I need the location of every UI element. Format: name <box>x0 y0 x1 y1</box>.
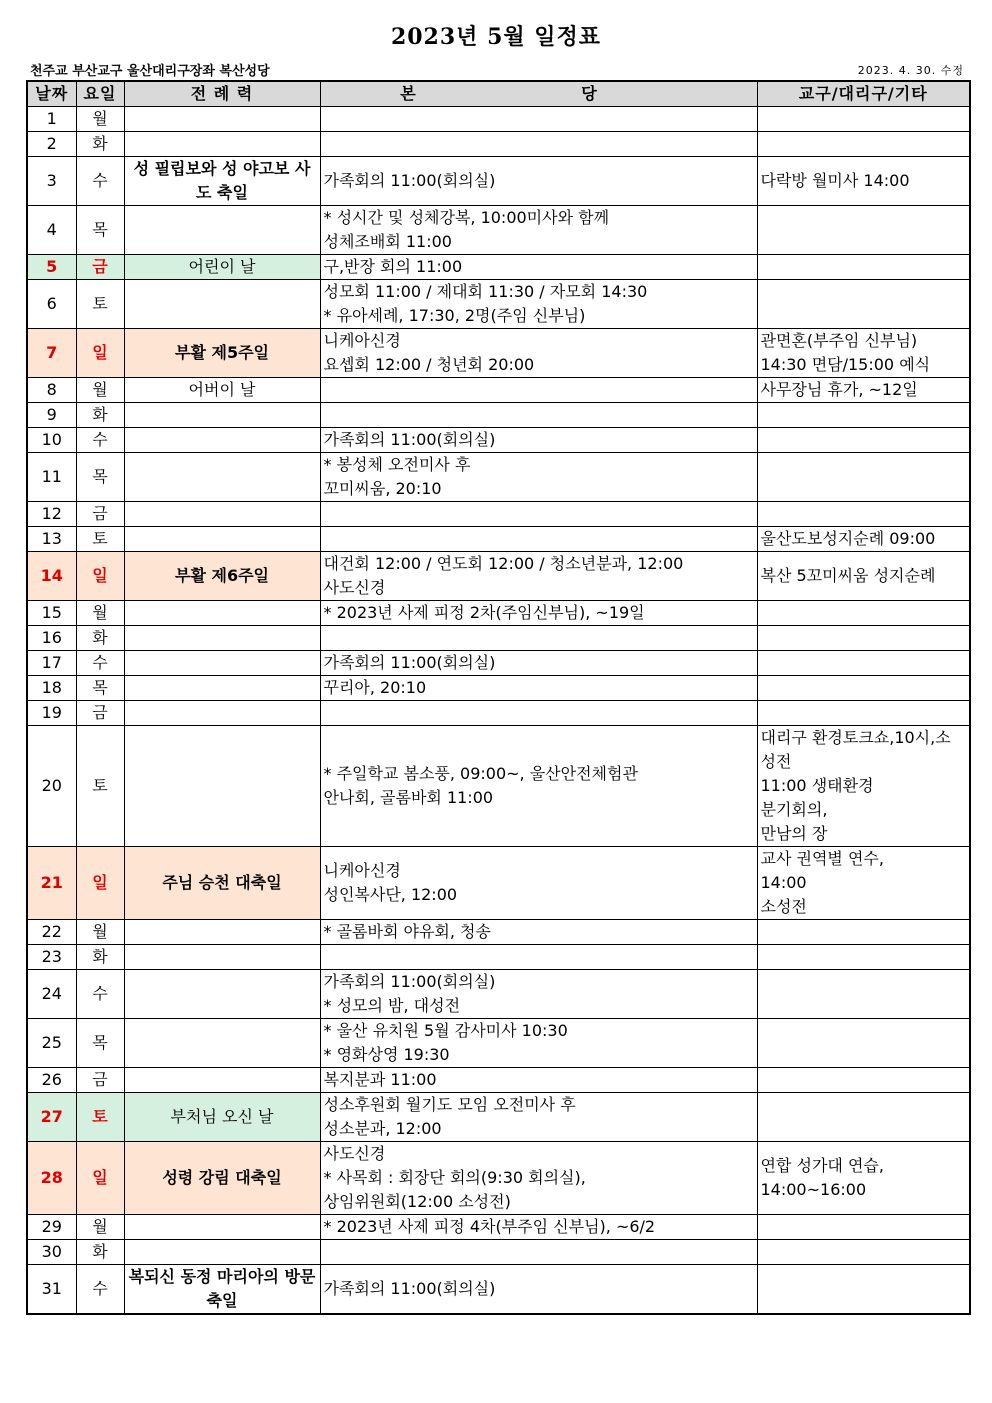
weekday-cell: 목 <box>76 206 124 255</box>
parish-cell: 니케아신경 요셉회 12:00 / 청년회 20:00 <box>320 329 757 378</box>
diocese-cell <box>757 701 970 726</box>
header-weekday: 요일 <box>76 81 124 107</box>
liturgy-cell <box>124 701 320 726</box>
liturgy-cell <box>124 1240 320 1265</box>
diocese-cell <box>757 255 970 280</box>
weekday-cell: 화 <box>76 132 124 157</box>
date-cell: 25 <box>27 1019 76 1068</box>
liturgy-cell <box>124 945 320 970</box>
date-cell: 11 <box>27 453 76 502</box>
table-row <box>27 1093 970 1142</box>
table-row <box>27 601 970 626</box>
weekday-cell: 토 <box>76 1093 124 1142</box>
date-cell: 15 <box>27 601 76 626</box>
table-row <box>27 255 970 280</box>
liturgy-cell <box>124 1019 320 1068</box>
date-cell: 14 <box>27 552 76 601</box>
diocese-cell <box>757 1093 970 1142</box>
diocese-cell <box>757 132 970 157</box>
parish-cell: 가족회의 11:00(회의실) * 성모의 밤, 대성전 <box>320 970 757 1019</box>
parish-cell <box>320 626 757 651</box>
parish-cell <box>320 945 757 970</box>
table-row <box>27 1019 970 1068</box>
date-cell: 8 <box>27 378 76 403</box>
weekday-cell: 화 <box>76 626 124 651</box>
weekday-cell: 목 <box>76 453 124 502</box>
date-cell: 29 <box>27 1215 76 1240</box>
parish-cell <box>320 403 757 428</box>
table-row <box>27 701 970 726</box>
table-row <box>27 945 970 970</box>
diocese-cell <box>757 1019 970 1068</box>
table-row <box>27 378 970 403</box>
parish-cell: 복지분과 11:00 <box>320 1068 757 1093</box>
date-cell: 26 <box>27 1068 76 1093</box>
diocese-cell <box>757 280 970 329</box>
weekday-cell: 목 <box>76 1019 124 1068</box>
diocese-cell <box>757 651 970 676</box>
liturgy-cell <box>124 920 320 945</box>
weekday-cell: 월 <box>76 920 124 945</box>
diocese-cell <box>757 206 970 255</box>
table-row <box>27 676 970 701</box>
weekday-cell: 수 <box>76 651 124 676</box>
date-cell: 9 <box>27 403 76 428</box>
parish-cell: 사도신경 * 사목회 : 회장단 회의(9:30 회의실), 상임위원회(12:00 소성전) <box>320 1142 757 1215</box>
diocese-cell <box>757 1265 970 1315</box>
parish-cell: 가족회의 11:00(회의실) <box>320 1265 757 1315</box>
liturgy-cell <box>124 107 320 132</box>
liturgy-cell <box>124 676 320 701</box>
diocese-cell <box>757 1240 970 1265</box>
table-row <box>27 726 970 847</box>
liturgy-cell <box>124 453 320 502</box>
parish-cell: 대건회 12:00 / 연도회 12:00 / 청소년분과, 12:00 사도신경 <box>320 552 757 601</box>
parish-cell: 꾸리아, 20:10 <box>320 676 757 701</box>
table-row <box>27 428 970 453</box>
parish-cell: * 성시간 및 성체강복, 10:00미사와 함께 성체조배회 11:00 <box>320 206 757 255</box>
parish-cell: * 봉성체 오전미사 후 꼬미씨움, 20:10 <box>320 453 757 502</box>
date-cell: 7 <box>27 329 76 378</box>
weekday-cell: 금 <box>76 255 124 280</box>
table-row <box>27 107 970 132</box>
parish-cell: 가족회의 11:00(회의실) <box>320 428 757 453</box>
table-row <box>27 1265 970 1315</box>
parish-cell: 가족회의 11:00(회의실) <box>320 157 757 206</box>
parish-cell: 니케아신경 성인복사단, 12:00 <box>320 847 757 920</box>
date-cell: 19 <box>27 701 76 726</box>
date-cell: 28 <box>27 1142 76 1215</box>
table-row <box>27 626 970 651</box>
liturgy-cell: 부활 제5주일 <box>124 329 320 378</box>
table-row <box>27 527 970 552</box>
liturgy-cell: 부처님 오신 날 <box>124 1093 320 1142</box>
parish-cell: 가족회의 11:00(회의실) <box>320 651 757 676</box>
table-row <box>27 1240 970 1265</box>
liturgy-cell <box>124 403 320 428</box>
weekday-cell: 일 <box>76 1142 124 1215</box>
table-row <box>27 847 970 920</box>
date-cell: 20 <box>27 726 76 847</box>
weekday-cell: 목 <box>76 676 124 701</box>
parish-cell <box>320 378 757 403</box>
date-cell: 17 <box>27 651 76 676</box>
date-cell: 2 <box>27 132 76 157</box>
date-cell: 31 <box>27 1265 76 1315</box>
weekday-cell: 토 <box>76 726 124 847</box>
parish-cell <box>320 502 757 527</box>
weekday-cell: 토 <box>76 527 124 552</box>
date-cell: 12 <box>27 502 76 527</box>
parish-cell: 성소후원회 월기도 모임 오전미사 후 성소분과, 12:00 <box>320 1093 757 1142</box>
table-row <box>27 970 970 1019</box>
diocese-cell: 복산 5꼬미씨움 성지순례 <box>757 552 970 601</box>
diocese-cell: 대리구 환경토크쇼,10시,소성전 11:00 생태환경 분기회의, 만남의 장 <box>757 726 970 847</box>
table-row <box>27 132 970 157</box>
liturgy-cell <box>124 206 320 255</box>
diocese-cell <box>757 502 970 527</box>
liturgy-cell: 복되신 동정 마리아의 방문 축일 <box>124 1265 320 1315</box>
liturgy-cell: 부활 제6주일 <box>124 552 320 601</box>
liturgy-cell <box>124 651 320 676</box>
table-row <box>27 403 970 428</box>
parish-cell <box>320 132 757 157</box>
date-cell: 22 <box>27 920 76 945</box>
diocese-cell: 관면혼(부주임 신부님) 14:30 면담/15:00 예식 <box>757 329 970 378</box>
liturgy-cell <box>124 970 320 1019</box>
table-row <box>27 1142 970 1215</box>
date-cell: 16 <box>27 626 76 651</box>
weekday-cell: 일 <box>76 847 124 920</box>
table-row <box>27 502 970 527</box>
weekday-cell: 금 <box>76 701 124 726</box>
diocese-cell: 연합 성가대 연습, 14:00~16:00 <box>757 1142 970 1215</box>
header-liturgy: 전 례 력 <box>124 81 320 107</box>
date-cell: 21 <box>27 847 76 920</box>
weekday-cell: 일 <box>76 329 124 378</box>
date-cell: 23 <box>27 945 76 970</box>
header-diocese: 교구/대리구/기타 <box>757 81 970 107</box>
liturgy-cell: 성령 강림 대축일 <box>124 1142 320 1215</box>
liturgy-cell: 어버이 날 <box>124 378 320 403</box>
table-row <box>27 1215 970 1240</box>
date-cell: 30 <box>27 1240 76 1265</box>
header-date: 날짜 <box>27 81 76 107</box>
diocese-cell <box>757 1215 970 1240</box>
parish-cell <box>320 107 757 132</box>
weekday-cell: 화 <box>76 945 124 970</box>
weekday-cell: 토 <box>76 280 124 329</box>
date-cell: 10 <box>27 428 76 453</box>
liturgy-cell <box>124 527 320 552</box>
header-row <box>27 81 970 107</box>
weekday-cell: 금 <box>76 502 124 527</box>
parish-cell: * 2023년 사제 피정 2차(주임신부님), ~19일 <box>320 601 757 626</box>
liturgy-cell <box>124 428 320 453</box>
weekday-cell: 화 <box>76 403 124 428</box>
diocese-cell: 다락방 월미사 14:00 <box>757 157 970 206</box>
liturgy-cell <box>124 280 320 329</box>
liturgy-cell: 어린이 날 <box>124 255 320 280</box>
weekday-cell: 월 <box>76 378 124 403</box>
parish-cell: 구,반장 회의 11:00 <box>320 255 757 280</box>
table-row <box>27 280 970 329</box>
diocese-cell <box>757 676 970 701</box>
weekday-cell: 일 <box>76 552 124 601</box>
parish-cell <box>320 527 757 552</box>
schedule-table <box>26 80 971 1315</box>
table-row <box>27 329 970 378</box>
parish-cell: 성모회 11:00 / 제대회 11:30 / 자모회 14:30 * 유아세례, 17:30, 2명(주임 신부님) <box>320 280 757 329</box>
weekday-cell: 수 <box>76 970 124 1019</box>
liturgy-cell <box>124 132 320 157</box>
liturgy-cell <box>124 502 320 527</box>
diocese-cell <box>757 945 970 970</box>
liturgy-cell <box>124 1215 320 1240</box>
diocese-cell <box>757 403 970 428</box>
date-cell: 4 <box>27 206 76 255</box>
parish-cell: * 2023년 사제 피정 4차(부주임 신부님), ~6/2 <box>320 1215 757 1240</box>
page-title: 2023년 5월 일정표 <box>390 24 602 50</box>
diocese-cell <box>757 428 970 453</box>
table-row <box>27 1068 970 1093</box>
parish-cell <box>320 1240 757 1265</box>
header-parish: 본 당 <box>320 81 757 107</box>
date-cell: 13 <box>27 527 76 552</box>
diocese-cell: 교사 권역별 연수, 14:00 소성전 <box>757 847 970 920</box>
parish-cell: * 주일학교 봄소풍, 09:00~, 울산안전체험관 안나회, 골롬바회 11:00 <box>320 726 757 847</box>
date-cell: 6 <box>27 280 76 329</box>
diocese-cell <box>757 626 970 651</box>
weekday-cell: 수 <box>76 1265 124 1315</box>
table-row <box>27 651 970 676</box>
liturgy-cell: 성 필립보와 성 야고보 사도 축일 <box>124 157 320 206</box>
weekday-cell: 금 <box>76 1068 124 1093</box>
diocese-cell <box>757 601 970 626</box>
liturgy-cell <box>124 601 320 626</box>
weekday-cell: 월 <box>76 601 124 626</box>
date-cell: 1 <box>27 107 76 132</box>
diocese-cell <box>757 1068 970 1093</box>
table-row <box>27 453 970 502</box>
parish-name: 천주교 부산교구 울산대리구장좌 복산성당 <box>30 64 270 79</box>
parish-cell: * 골롬바회 야유회, 청송 <box>320 920 757 945</box>
liturgy-cell: 주님 승천 대축일 <box>124 847 320 920</box>
table-row <box>27 920 970 945</box>
table-row <box>27 552 970 601</box>
weekday-cell: 수 <box>76 157 124 206</box>
weekday-cell: 수 <box>76 428 124 453</box>
date-cell: 24 <box>27 970 76 1019</box>
diocese-cell <box>757 107 970 132</box>
table-row <box>27 157 970 206</box>
liturgy-cell <box>124 1068 320 1093</box>
weekday-cell: 월 <box>76 107 124 132</box>
parish-cell: * 울산 유치원 5월 감사미사 10:30 * 영화상영 19:30 <box>320 1019 757 1068</box>
diocese-cell: 사무장님 휴가, ~12일 <box>757 378 970 403</box>
revision-date: 2023. 4. 30. 수정 <box>857 64 964 77</box>
date-cell: 18 <box>27 676 76 701</box>
date-cell: 27 <box>27 1093 76 1142</box>
diocese-cell <box>757 920 970 945</box>
diocese-cell <box>757 970 970 1019</box>
diocese-cell <box>757 453 970 502</box>
liturgy-cell <box>124 626 320 651</box>
weekday-cell: 화 <box>76 1240 124 1265</box>
date-cell: 3 <box>27 157 76 206</box>
date-cell: 5 <box>27 255 76 280</box>
table-row <box>27 206 970 255</box>
diocese-cell: 울산도보성지순례 09:00 <box>757 527 970 552</box>
liturgy-cell <box>124 726 320 847</box>
parish-cell <box>320 701 757 726</box>
weekday-cell: 월 <box>76 1215 124 1240</box>
